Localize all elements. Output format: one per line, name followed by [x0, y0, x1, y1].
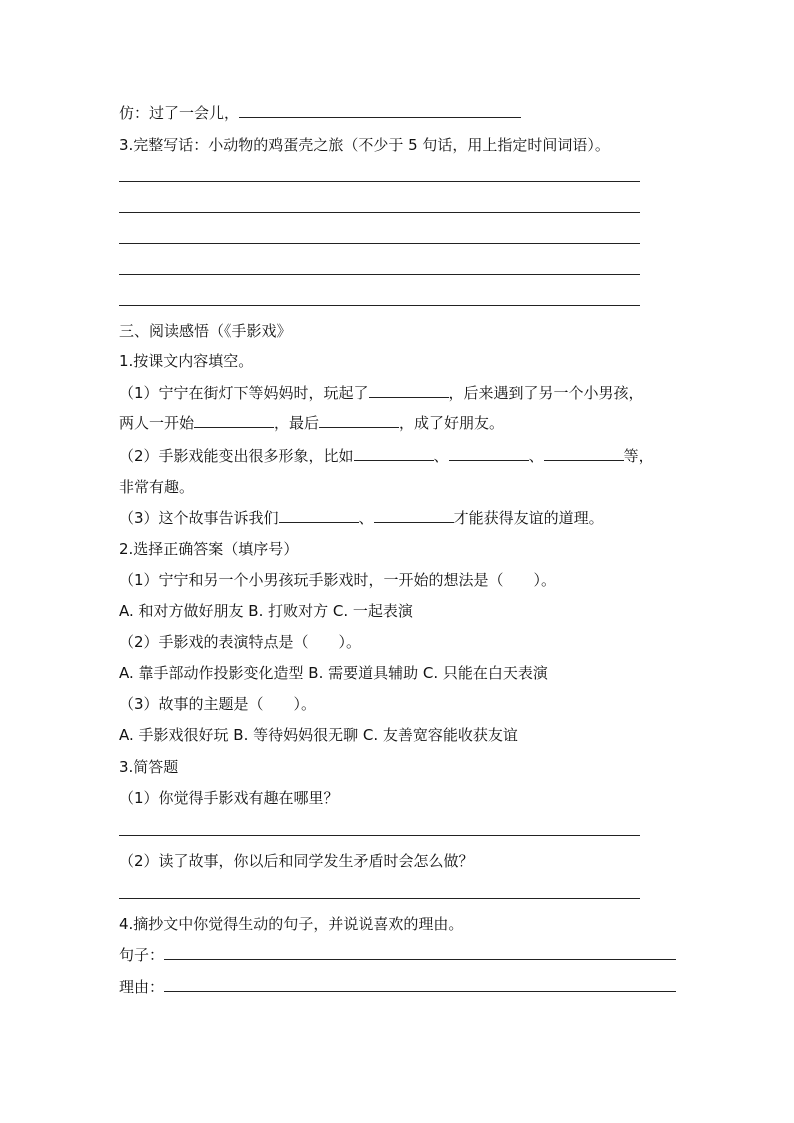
fill-item3-end: 才能获得友谊的道理。	[453, 509, 604, 527]
short-q2: （2）读了故事，你以后和同学发生矛盾时会怎么做？	[119, 852, 474, 870]
short-title: 3.简答题	[119, 758, 179, 776]
copy-sentence-label: 句子：	[119, 946, 165, 964]
choice-q3: （3）故事的主题是（ ）。	[119, 695, 317, 713]
writing-line-1[interactable]	[119, 181, 640, 182]
fill-blank-8[interactable]	[374, 508, 454, 523]
fill-blank-5[interactable]	[449, 446, 529, 461]
fill-item2-line2: 非常有趣。	[119, 478, 195, 496]
fill-item2-sep1: 、	[433, 447, 449, 465]
copy-sentence-blank[interactable]	[164, 945, 676, 960]
fill-blank-3[interactable]	[319, 413, 399, 428]
q3-write-prompt: 3.完整写话：小动物的鸡蛋壳之旅（不少于 5 句话，用上指定时间词语）。	[119, 136, 610, 154]
fill-item1-text-c: 两人一开始	[119, 414, 195, 432]
fill-item1-text-b: ，后来遇到了另一个小男孩，	[448, 384, 644, 402]
fill-item1-text-a: （1）宁宁在街灯下等妈妈时，玩起了	[119, 384, 369, 402]
writing-line-3[interactable]	[119, 243, 640, 244]
fill-item1-text-e: ，成了好朋友。	[399, 414, 505, 432]
fill-blank-1[interactable]	[369, 383, 449, 398]
imitate-blank[interactable]	[239, 103, 521, 118]
short-q1: （1）你觉得手影戏有趣在哪里？	[119, 789, 339, 807]
fill-item2-sep2: 、	[528, 447, 544, 465]
copy-sentence-row	[119, 945, 676, 965]
imitate-line	[119, 103, 521, 123]
fill-item2-text-a: （2）手影戏能变出很多形象，比如	[119, 447, 354, 465]
writing-line-2[interactable]	[119, 212, 640, 213]
fill-item3-text-a: （3）这个故事告诉我们	[119, 509, 279, 527]
copy-reason-blank[interactable]	[164, 977, 676, 992]
fill-blank-6[interactable]	[544, 446, 624, 461]
fill-title: 1.按课文内容填空。	[119, 352, 254, 370]
short-q2-answer-line[interactable]	[119, 898, 640, 899]
fill-item2-end: 等，	[623, 447, 654, 465]
fill-item2-line1	[119, 446, 654, 466]
choice-title: 2.选择正确答案（填序号）	[119, 540, 299, 558]
fill-blank-7[interactable]	[279, 508, 359, 523]
fill-item1-text-d: ，最后	[274, 414, 320, 432]
choice-q1-options: A. 和对方做好朋友 B. 打败对方 C. 一起表演	[119, 602, 413, 620]
copy-title: 4.摘抄文中你觉得生动的句子，并说说喜欢的理由。	[119, 915, 464, 933]
section3-title: 三、阅读感悟（《手影戏》	[119, 322, 292, 340]
choice-q1: （1）宁宁和另一个小男孩玩手影戏时，一开始的想法是（ ）。	[119, 571, 557, 589]
fill-item3-line	[119, 508, 604, 528]
fill-item1-line2	[119, 413, 504, 433]
short-q1-answer-line[interactable]	[119, 835, 640, 836]
fill-blank-4[interactable]	[354, 446, 434, 461]
copy-reason-row	[119, 977, 676, 997]
writing-line-5[interactable]	[119, 305, 640, 306]
fill-item1-line1	[119, 383, 644, 403]
copy-reason-label: 理由：	[119, 978, 165, 996]
choice-q3-options: A. 手影戏很好玩 B. 等待妈妈很无聊 C. 友善宽容能收获友谊	[119, 726, 518, 744]
choice-q2: （2）手影戏的表演特点是（ ）。	[119, 633, 362, 651]
writing-line-4[interactable]	[119, 274, 640, 275]
fill-blank-2[interactable]	[194, 413, 274, 428]
imitate-prefix: 仿：过了一会儿，	[119, 104, 240, 122]
fill-item3-sep: 、	[358, 509, 374, 527]
choice-q2-options: A. 靠手部动作投影变化造型 B. 需要道具辅助 C. 只能在白天表演	[119, 664, 548, 682]
